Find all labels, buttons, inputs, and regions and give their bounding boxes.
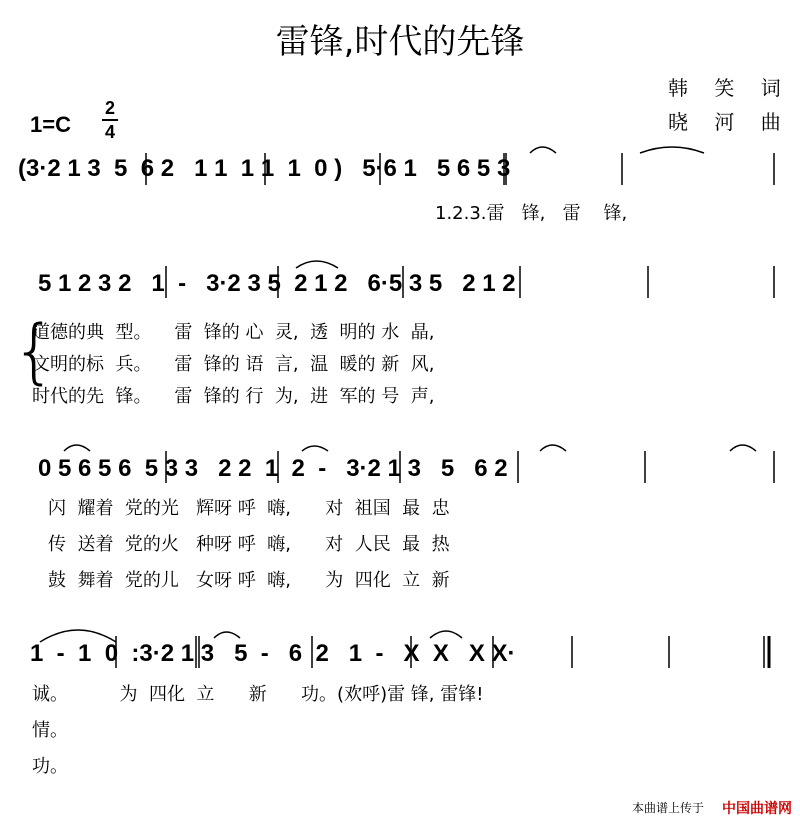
lyric-row-3-verse-1: 闪 耀着 党的光 辉呀 呼 嗨, 对 祖国 最 忠 [48, 498, 450, 519]
lyric-intro: 1.2.3.雷 锋, 雷 锋, [435, 203, 628, 224]
lyricist-credit: 韩 笑 词 [668, 76, 791, 100]
barlines-row-2 [0, 258, 800, 298]
barlines-row-4 [0, 628, 800, 668]
barlines-row-1 [0, 145, 800, 185]
lyric-row-2-verse-3: 时代的先 锋。 雷 锋的 行 为, 进 军的 号 声, [32, 386, 435, 407]
verse-brace: { [12, 310, 57, 392]
lyric-row-4-verse-2: 情。 [32, 720, 68, 741]
lyric-row-4-verse-3: 功。 [32, 756, 68, 777]
lyric-row-3-verse-2: 传 送着 党的火 种呀 呼 嗨, 对 人民 最 热 [48, 534, 450, 555]
lyric-row-2-verse-2: 文明的标 兵。 雷 锋的 语 言, 温 暖的 新 风, [32, 354, 435, 375]
lyric-row-2-verse-1: 道德的典 型。 雷 锋的 心 灵, 透 明的 水 晶, [32, 322, 435, 343]
key-signature: 1=C [30, 112, 71, 137]
time-signature-bottom: 4 [104, 122, 115, 142]
time-signature-top: 2 [104, 98, 115, 118]
barlines-row-3 [0, 443, 800, 483]
notation-row-3: 0 5 6 5 6 5 3 3 2 2 1 2 - 3·2 1 3 5 6 2 [38, 455, 508, 482]
notation-row-1: (3·2 1 3 5 6 2 1 1 1 1 1 0 ) 5·6 1 5 6 5 3 [18, 155, 511, 182]
lyric-row-3-verse-3: 鼓 舞着 党的儿 女呀 呼 嗨, 为 四化 立 新 [48, 570, 450, 591]
time-signature [100, 97, 120, 143]
notation-row-4: 1 - 1 0 :3·2 1 3 5 - 6 2 1 - X X X X· [30, 640, 516, 667]
footer-uploader: 本曲谱上传于 [631, 801, 704, 815]
composer-credit: 晓 河 曲 [668, 110, 791, 134]
site-logo[interactable]: 中国曲谱网 [722, 801, 792, 817]
notation-row-2: 5 1 2 3 2 1 - 3·2 3 5 2 1 2 6·5 3 5 2 1 2 [38, 270, 516, 297]
song-title: 雷锋,时代的先锋 [275, 22, 525, 62]
lyric-row-4-verse-1: 诚。 为 四化 立 新 功。(欢呼)雷 锋, 雷锋! [32, 684, 484, 705]
